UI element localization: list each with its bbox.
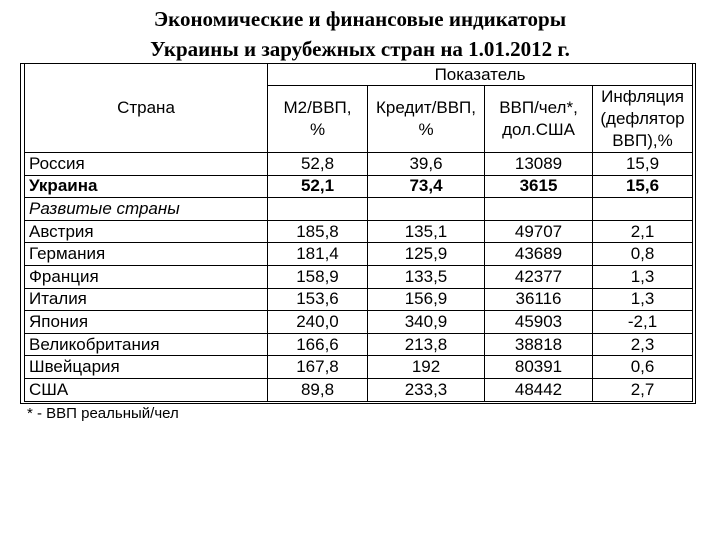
table-row <box>25 356 693 379</box>
footnote: * - ВВП реальный/чел <box>27 405 179 422</box>
header-inflation <box>593 86 693 153</box>
value-cell: 2,1 <box>593 220 693 243</box>
country-cell: США <box>25 378 268 401</box>
value-cell: 0,6 <box>593 356 693 379</box>
value-cell: 38818 <box>485 333 593 356</box>
value-cell: 13089 <box>485 153 593 176</box>
country-cell: Италия <box>25 288 268 311</box>
value-cell: 181,4 <box>268 243 368 266</box>
value-cell: 52,1 <box>268 175 368 198</box>
value-cell: 15,6 <box>593 175 693 198</box>
country-cell: Германия <box>25 243 268 266</box>
value-cell: 49707 <box>485 220 593 243</box>
value-cell <box>485 198 593 221</box>
value-cell: 192 <box>368 356 485 379</box>
table-row <box>25 311 693 334</box>
value-cell: 45903 <box>485 311 593 334</box>
value-cell: 135,1 <box>368 220 485 243</box>
value-cell: -2,1 <box>593 311 693 334</box>
header-country: Страна <box>25 64 268 153</box>
header-credit-gdp-line1: Кредит/ВВП, <box>376 98 476 117</box>
header-credit-gdp <box>368 86 485 153</box>
header-m2-gdp-line1: М2/ВВП, <box>283 98 352 117</box>
value-cell: 80391 <box>485 356 593 379</box>
title-line-2: Украины и зарубежных стран на 1.01.2012 г. <box>150 37 570 61</box>
table-row-highlighted <box>25 175 693 198</box>
country-cell: Австрия <box>25 220 268 243</box>
value-cell: 2,7 <box>593 378 693 401</box>
value-cell: 185,8 <box>268 220 368 243</box>
value-cell: 213,8 <box>368 333 485 356</box>
slide-title <box>0 4 720 64</box>
value-cell: 233,3 <box>368 378 485 401</box>
value-cell: 2,3 <box>593 333 693 356</box>
country-cell: Швейцария <box>25 356 268 379</box>
table-row <box>25 153 693 176</box>
header-m2-gdp-line2: % <box>309 120 326 139</box>
value-cell: 167,8 <box>268 356 368 379</box>
table-group-row <box>25 198 693 221</box>
value-cell: 153,6 <box>268 288 368 311</box>
value-cell: 89,8 <box>268 378 368 401</box>
country-cell: Великобритания <box>25 333 268 356</box>
table-row <box>25 220 693 243</box>
country-cell: Россия <box>25 153 268 176</box>
value-cell: 42377 <box>485 265 593 288</box>
header-credit-gdp-line2: % <box>418 120 434 139</box>
value-cell: 156,9 <box>368 288 485 311</box>
value-cell: 0,8 <box>593 243 693 266</box>
header-indicator-group: Показатель <box>268 64 693 86</box>
value-cell: 3615 <box>485 175 593 198</box>
indicators-table <box>24 63 693 402</box>
header-gdp-per-capita-line2: дол.США <box>502 120 575 139</box>
table-row <box>25 378 693 401</box>
value-cell: 125,9 <box>368 243 485 266</box>
country-cell: Украина <box>25 175 268 198</box>
header-gdp-per-capita <box>485 86 593 153</box>
header-gdp-per-capita-line1: ВВП/чел*, <box>499 98 578 117</box>
header-inflation-line1: Инфляция <box>601 87 684 106</box>
group-label-cell: Развитые страны <box>25 198 268 221</box>
value-cell <box>268 198 368 221</box>
value-cell: 240,0 <box>268 311 368 334</box>
value-cell <box>593 198 693 221</box>
value-cell: 158,9 <box>268 265 368 288</box>
table-row <box>25 265 693 288</box>
header-m2-gdp <box>268 86 368 153</box>
table-row <box>25 243 693 266</box>
country-cell: Франция <box>25 265 268 288</box>
value-cell: 52,8 <box>268 153 368 176</box>
value-cell: 73,4 <box>368 175 485 198</box>
header-inflation-line3: ВВП),% <box>612 131 673 150</box>
value-cell: 166,6 <box>268 333 368 356</box>
header-inflation-line2: (дефлятор <box>600 109 685 128</box>
value-cell: 340,9 <box>368 311 485 334</box>
value-cell: 48442 <box>485 378 593 401</box>
value-cell <box>368 198 485 221</box>
value-cell: 133,5 <box>368 265 485 288</box>
country-cell: Япония <box>25 311 268 334</box>
value-cell: 1,3 <box>593 288 693 311</box>
title-line-1: Экономические и финансовые индикаторы <box>153 7 567 31</box>
table-row <box>25 333 693 356</box>
value-cell: 39,6 <box>368 153 485 176</box>
value-cell: 15,9 <box>593 153 693 176</box>
value-cell: 43689 <box>485 243 593 266</box>
value-cell: 36116 <box>485 288 593 311</box>
table-row <box>25 288 693 311</box>
value-cell: 1,3 <box>593 265 693 288</box>
